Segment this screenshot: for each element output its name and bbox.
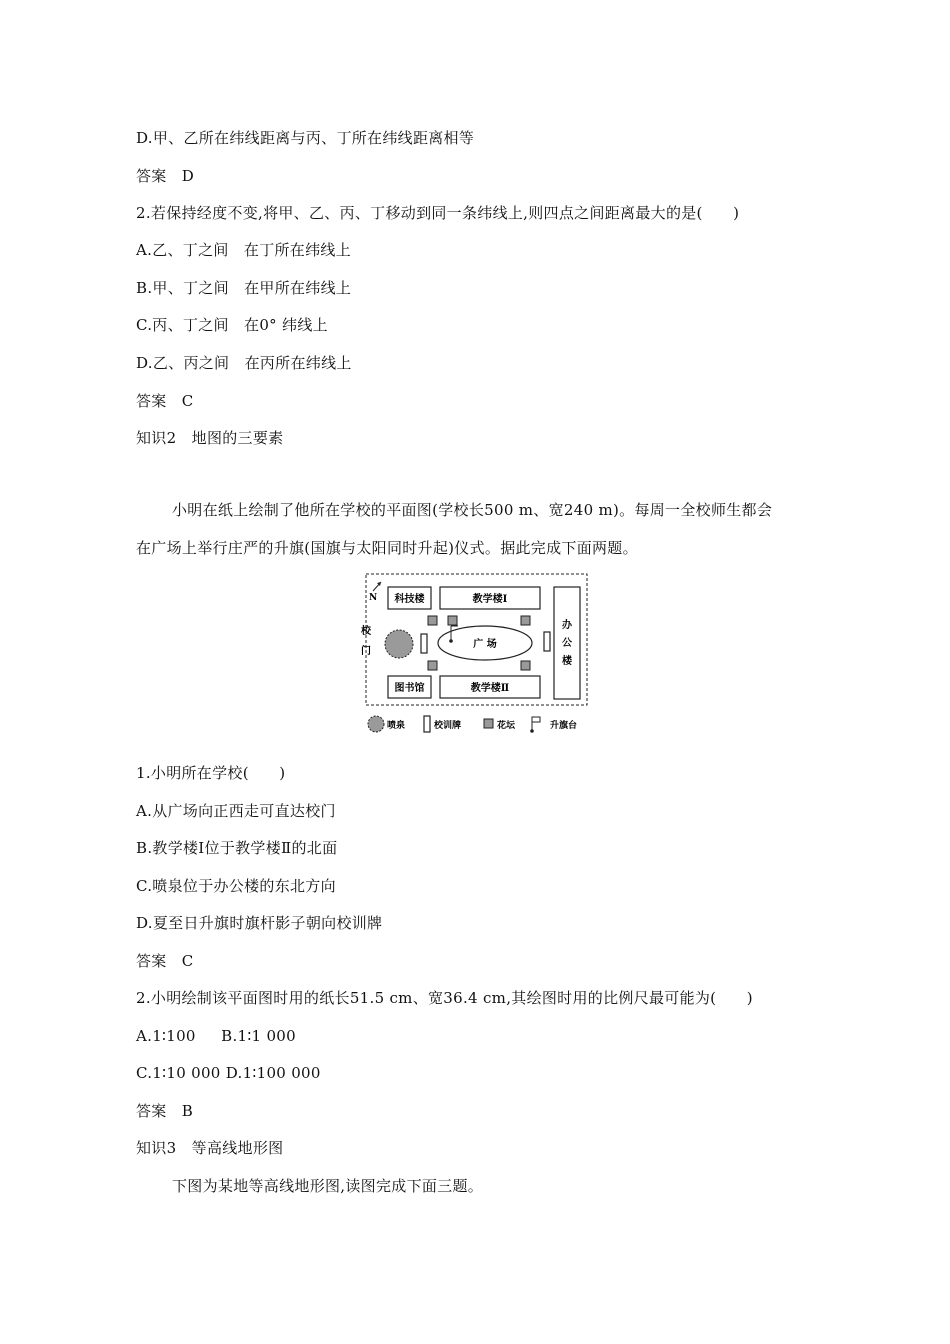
option-b-line: B.甲、丁之间 在甲所在纬线上	[136, 279, 352, 297]
q2-answer: 答案 B	[136, 1102, 194, 1120]
legend-fountain-symbol	[368, 716, 384, 732]
section-heading-3: 知识3 等高线地形图	[136, 1139, 284, 1157]
square-label: 广 场	[473, 639, 497, 650]
intro-line-2: 在广场上举行庄严的升旗(国旗与太阳同时升起)仪式。据此完成下面两题。	[136, 539, 638, 557]
legend-flagstand-base	[530, 729, 534, 733]
legend-flowerbed-symbol	[484, 719, 493, 728]
flowerbed	[521, 616, 530, 625]
flagpole-base	[449, 639, 453, 643]
teaching-building-2-label: 教学楼Ⅱ	[470, 683, 510, 694]
legend-flagstand-label: 升旗台	[550, 721, 578, 731]
teaching-building-1-label: 教学楼Ⅰ	[472, 594, 508, 605]
legend-fountain-label: 喷泉	[387, 721, 406, 731]
section-heading-2: 知识2 地图的三要素	[136, 429, 284, 447]
q2-options-ab: A.1∶100 B.1∶1 000	[136, 1027, 296, 1045]
q1-option-d: D.夏至日升旗时旗杆影子朝向校训牌	[136, 914, 383, 932]
flowerbed	[448, 616, 457, 625]
flowerbed	[428, 616, 437, 625]
legend-flagstand-flag	[532, 717, 540, 722]
q1-option-c: C.喷泉位于办公楼的东北方向	[136, 877, 336, 895]
legend-flowerbed-label: 花坛	[497, 721, 516, 731]
legend-sign-label: 校训牌	[434, 721, 462, 731]
option-c-line: C.丙、丁之间 在0° 纬线上	[136, 316, 328, 334]
intro-line-1: 小明在纸上绘制了他所在学校的平面图(学校长500 m、宽240 m)。每周一全校师生都会	[172, 501, 773, 519]
q1-option-b: B.教学楼Ⅰ位于教学楼Ⅱ的北面	[136, 839, 338, 857]
motto-sign-west	[421, 634, 427, 653]
legend-sign-symbol	[424, 716, 430, 732]
library-label: 图书馆	[394, 683, 425, 694]
gate-label-2: 门	[361, 646, 371, 657]
question-2-stem-b: 2.小明绘制该平面图时用的纸长51.5 cm、宽36.4 cm,其绘图时用的比例尺最可能为( )	[136, 989, 753, 1007]
office-label-2: 公	[562, 638, 572, 649]
q2-options-cd: C.1∶10 000 D.1∶100 000	[136, 1064, 321, 1082]
flowerbed	[521, 661, 530, 670]
gate-label-1: 校	[361, 626, 371, 637]
fountain	[385, 630, 413, 658]
question-1-stem: 1.小明所在学校( )	[136, 764, 286, 782]
office-label-3: 楼	[562, 656, 572, 667]
answer-line-2: 答案 C	[136, 392, 194, 410]
school-plan-map	[360, 571, 592, 737]
outro-line: 下图为某地等高线地形图,读图完成下面三题。	[172, 1177, 484, 1195]
option-d-line: D.甲、乙所在纬线距离与丙、丁所在纬线距离相等	[136, 129, 475, 147]
q1-option-a: A.从广场向正西走可直达校门	[136, 802, 336, 820]
answer-line: 答案 D	[136, 167, 195, 185]
office-label-1: 办	[562, 620, 572, 631]
option-a-line: A.乙、丁之间 在丁所在纬线上	[136, 241, 352, 259]
science-building-label: 科技楼	[394, 594, 425, 605]
motto-sign-east	[544, 632, 550, 651]
question-2-stem: 2.若保持经度不变,将甲、乙、丙、丁移动到同一条纬线上,则四点之间距离最大的是( )	[136, 204, 740, 222]
option-d-line-2: D.乙、丙之间 在丙所在纬线上	[136, 354, 352, 372]
q1-answer: 答案 C	[136, 952, 194, 970]
flowerbed	[428, 661, 437, 670]
north-label: N	[369, 593, 378, 603]
